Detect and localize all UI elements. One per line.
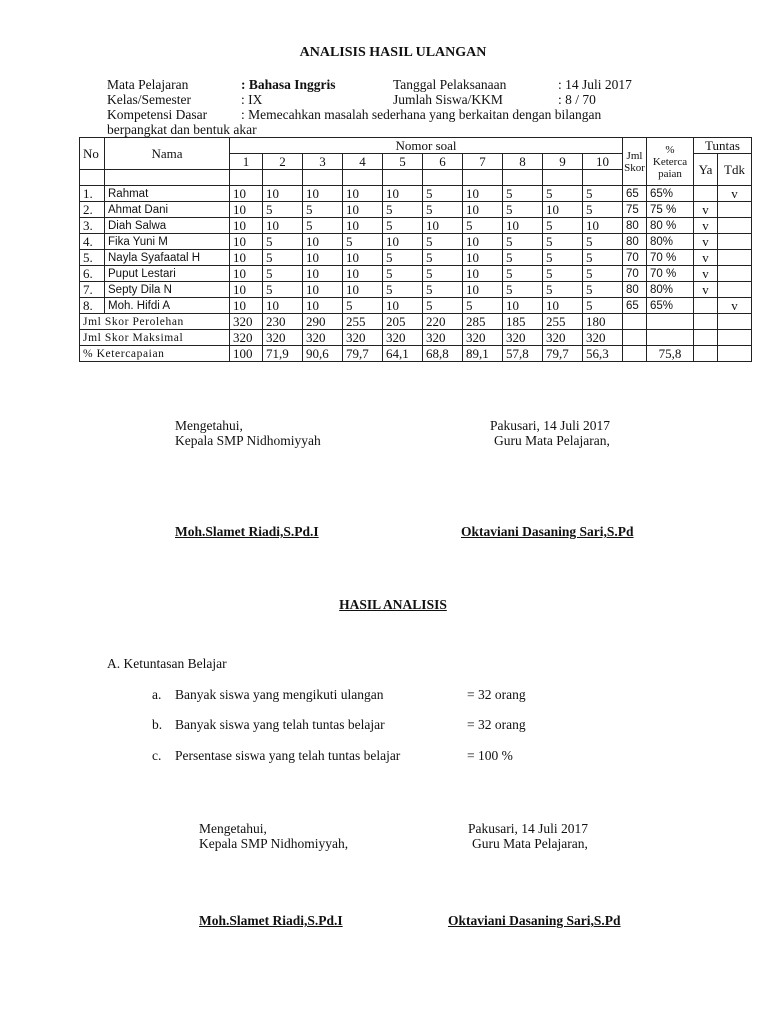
table-row [80, 202, 752, 218]
row-jml: 80 [623, 234, 647, 250]
row-score: 5 [383, 218, 423, 234]
summary-value: 320 [423, 330, 463, 346]
row-tdk: v [718, 298, 752, 314]
row-nama: Fika Yuni M [105, 234, 230, 250]
summary-value: 185 [503, 314, 543, 330]
row-no: 6. [80, 266, 105, 282]
kelas-value: : IX [241, 92, 263, 107]
row-score: 10 [303, 234, 343, 250]
row-nama: Rahmat [105, 186, 230, 202]
soal-number: 1 [230, 154, 263, 170]
jumlah-value: : 8 / 70 [558, 92, 596, 107]
row-score: 5 [423, 186, 463, 202]
row-ya: v [694, 250, 718, 266]
summary-value: 320 [263, 330, 303, 346]
row-no: 4. [80, 234, 105, 250]
row-pct: 80 % [647, 218, 694, 234]
row-score: 10 [583, 218, 623, 234]
row-score: 5 [383, 282, 423, 298]
row-pct: 65% [647, 298, 694, 314]
header-spacer-nama [105, 170, 230, 186]
row-score: 5 [503, 250, 543, 266]
kd-value-line1: : Memecahkan masalah sederhana yang berkaitan dengan bilangan [241, 107, 602, 122]
summary-value: 320 [543, 330, 583, 346]
row-score: 10 [230, 266, 263, 282]
row-no: 7. [80, 282, 105, 298]
row-jml: 80 [623, 282, 647, 298]
row-score: 10 [383, 186, 423, 202]
summary-value: 230 [263, 314, 303, 330]
summary-empty-pct [647, 314, 694, 330]
summary-value: 320 [583, 330, 623, 346]
row-no: 1. [80, 186, 105, 202]
row-nama: Septy Dila N [105, 282, 230, 298]
page-title: ANALISIS HASIL ULANGAN [299, 45, 487, 60]
summary-value: 79,7 [343, 346, 383, 362]
row-score: 10 [343, 202, 383, 218]
summary-row-maksimal [80, 330, 752, 346]
row-ya: v [694, 218, 718, 234]
row-score: 5 [263, 282, 303, 298]
summary-value: 220 [423, 314, 463, 330]
row-score: 5 [343, 298, 383, 314]
row-score: 5 [303, 202, 343, 218]
summary-value: 320 [463, 330, 503, 346]
row-score: 5 [583, 186, 623, 202]
soal-number: 5 [383, 154, 423, 170]
row-score: 5 [263, 234, 303, 250]
soal-number: 8 [503, 154, 543, 170]
soal-number: 7 [463, 154, 503, 170]
table-row [80, 218, 752, 234]
row-pct: 70 % [647, 266, 694, 282]
sig1-place-date: Pakusari, 14 Juli 2017 [490, 418, 610, 433]
tanggal-value: : 14 Juli 2017 [558, 77, 632, 92]
row-score: 5 [463, 218, 503, 234]
item-b-value: = 32 orang [467, 717, 526, 732]
row-ya: v [694, 202, 718, 218]
hasil-title: HASIL ANALISIS [339, 597, 447, 612]
summary-value: 68,8 [423, 346, 463, 362]
row-score: 10 [230, 202, 263, 218]
row-score: 10 [303, 250, 343, 266]
row-score: 10 [343, 250, 383, 266]
soal-number: 2 [263, 154, 303, 170]
summary-value: 285 [463, 314, 503, 330]
summary-value: 64,1 [383, 346, 423, 362]
row-score: 10 [383, 234, 423, 250]
row-score: 10 [463, 282, 503, 298]
header-tdk: Tdk [718, 154, 752, 186]
header-jml-line2: Skor [624, 161, 645, 174]
row-score: 10 [463, 234, 503, 250]
kd-label: Kompetensi Dasar [107, 107, 208, 122]
row-score: 10 [263, 186, 303, 202]
row-score: 5 [583, 282, 623, 298]
row-score: 5 [343, 234, 383, 250]
header-spacer-soal [230, 170, 263, 186]
row-ya: v [694, 266, 718, 282]
row-score: 10 [423, 218, 463, 234]
section-a-heading: A. Ketuntasan Belajar [107, 656, 227, 671]
row-jml: 80 [623, 218, 647, 234]
sig2-place-date: Pakusari, 14 Juli 2017 [468, 821, 588, 836]
summary-value: 255 [543, 314, 583, 330]
row-pct: 75 % [647, 202, 694, 218]
row-score: 10 [230, 298, 263, 314]
row-score: 10 [230, 282, 263, 298]
summary-row-ketercapaian [80, 346, 752, 362]
row-pct: 65% [647, 186, 694, 202]
row-score: 5 [383, 250, 423, 266]
summary-value: 320 [343, 330, 383, 346]
sig2-guru-name: Oktaviani Dasaning Sari,S.Pd [448, 913, 621, 928]
row-nama: Nayla Syafaatal H [105, 250, 230, 266]
row-score: 5 [383, 202, 423, 218]
row-no: 8. [80, 298, 105, 314]
row-score: 5 [543, 266, 583, 282]
tanggal-label: Tanggal Pelaksanaan [393, 77, 507, 92]
header-no: No [80, 138, 105, 170]
sig2-mengetahui: Mengetahui, [199, 821, 267, 836]
header-ya: Ya [694, 154, 718, 186]
row-score: 10 [463, 266, 503, 282]
table-row [80, 186, 752, 202]
summary-value: 180 [583, 314, 623, 330]
summary-total: 75,8 [647, 346, 694, 362]
header-nomor-soal: Nomor soal [230, 138, 623, 154]
row-tdk [718, 234, 752, 250]
row-no: 2. [80, 202, 105, 218]
soal-number: 10 [583, 154, 623, 170]
summary-value: 255 [343, 314, 383, 330]
row-score: 5 [583, 266, 623, 282]
row-score: 5 [503, 186, 543, 202]
row-jml: 70 [623, 250, 647, 266]
row-score: 10 [230, 250, 263, 266]
row-score: 10 [230, 234, 263, 250]
summary-value: 57,8 [503, 346, 543, 362]
jumlah-label: Jumlah Siswa/KKM [393, 92, 503, 107]
sig1-guru-name: Oktaviani Dasaning Sari,S.Pd [461, 524, 634, 539]
row-ya [694, 298, 718, 314]
row-jml: 65 [623, 186, 647, 202]
summary-value: 205 [383, 314, 423, 330]
row-score: 5 [583, 250, 623, 266]
summary-value: 90,6 [303, 346, 343, 362]
soal-number: 6 [423, 154, 463, 170]
row-ya: v [694, 234, 718, 250]
summary-value: 89,1 [463, 346, 503, 362]
row-nama: Ahmat Dani [105, 202, 230, 218]
row-score: 5 [423, 266, 463, 282]
summary-value: 100 [230, 346, 263, 362]
header-jml-skor [623, 138, 647, 186]
row-pct: 80% [647, 282, 694, 298]
header-pct-line3: paian [658, 167, 682, 180]
row-no: 5. [80, 250, 105, 266]
mapel-value [241, 77, 336, 93]
header-spacer-soal [343, 170, 383, 186]
row-tdk [718, 218, 752, 234]
kd-value-line2: berpangkat dan bentuk akar [107, 122, 257, 137]
analysis-table [79, 137, 752, 362]
row-score: 10 [343, 266, 383, 282]
row-ya [694, 186, 718, 202]
header-spacer-soal [423, 170, 463, 186]
item-b-letter: b. [152, 717, 163, 732]
summary-value: 56,3 [583, 346, 623, 362]
table-row [80, 298, 752, 314]
summary-row-perolehan [80, 314, 752, 330]
row-score: 10 [230, 218, 263, 234]
row-score: 10 [543, 202, 583, 218]
table-row [80, 234, 752, 250]
row-no: 3. [80, 218, 105, 234]
summary-value: 320 [230, 330, 263, 346]
row-jml: 65 [623, 298, 647, 314]
summary-empty-jml [623, 330, 647, 346]
row-jml: 70 [623, 266, 647, 282]
item-a-text: Banyak siswa yang mengikuti ulangan [175, 687, 384, 702]
row-score: 5 [423, 250, 463, 266]
ketercapaian-label: % Ketercapaian [80, 346, 230, 362]
summary-value: 71,9 [263, 346, 303, 362]
row-score: 5 [543, 250, 583, 266]
row-score: 10 [263, 298, 303, 314]
sig1-guru: Guru Mata Pelajaran, [494, 433, 610, 448]
soal-number: 9 [543, 154, 583, 170]
item-b-text: Banyak siswa yang telah tuntas belajar [175, 717, 385, 732]
sig1-mengetahui: Mengetahui, [175, 418, 243, 433]
row-score: 5 [463, 298, 503, 314]
summary-empty-jml [623, 346, 647, 362]
row-score: 5 [503, 234, 543, 250]
row-score: 5 [503, 202, 543, 218]
row-jml: 75 [623, 202, 647, 218]
header-spacer-no [80, 170, 105, 186]
row-score: 10 [303, 186, 343, 202]
row-score: 10 [303, 298, 343, 314]
summary-value: 320 [503, 330, 543, 346]
kelas-label: Kelas/Semester [107, 92, 191, 107]
row-score: 5 [423, 298, 463, 314]
summary-value: 290 [303, 314, 343, 330]
student-rows [80, 186, 752, 314]
row-score: 5 [543, 234, 583, 250]
header-spacer-soal [583, 170, 623, 186]
item-c-value: = 100 % [467, 748, 513, 763]
row-tdk [718, 202, 752, 218]
summary-empty-tdk [718, 330, 752, 346]
row-tdk [718, 282, 752, 298]
header-nama: Nama [105, 138, 230, 170]
soal-number: 3 [303, 154, 343, 170]
row-pct: 70 % [647, 250, 694, 266]
row-score: 10 [463, 202, 503, 218]
header-spacer-soal [543, 170, 583, 186]
row-score: 5 [423, 282, 463, 298]
row-score: 5 [503, 282, 543, 298]
row-score: 10 [503, 218, 543, 234]
row-score: 5 [543, 282, 583, 298]
summary-empty-pct [647, 330, 694, 346]
perolehan-label: Jml Skor Perolehan [80, 314, 230, 330]
header-pct-ketercapaian [647, 138, 694, 186]
row-score: 10 [343, 282, 383, 298]
summary-empty-tdk [718, 346, 752, 362]
item-c-letter: c. [152, 748, 162, 763]
header-spacer-soal [503, 170, 543, 186]
mapel-value-text: : Bahasa Inggris [241, 77, 336, 92]
row-score: 5 [583, 298, 623, 314]
row-score: 10 [303, 282, 343, 298]
row-score: 5 [583, 234, 623, 250]
summary-empty-jml [623, 314, 647, 330]
row-nama: Diah Salwa [105, 218, 230, 234]
header-spacer-soal [463, 170, 503, 186]
summary-value: 320 [303, 330, 343, 346]
row-score: 5 [383, 266, 423, 282]
sig1-kepala: Kepala SMP Nidhomiyyah [175, 433, 321, 448]
header-tuntas: Tuntas [694, 138, 752, 154]
summary-value: 320 [383, 330, 423, 346]
header-pct-line2: Keterca [652, 155, 688, 168]
row-score: 5 [543, 186, 583, 202]
item-a-value: = 32 orang [467, 687, 526, 702]
row-score: 5 [263, 250, 303, 266]
row-score: 5 [543, 218, 583, 234]
table-row [80, 250, 752, 266]
maksimal-label: Jml Skor Maksimal [80, 330, 230, 346]
item-c-text: Persentase siswa yang telah tuntas belajar [175, 748, 401, 763]
soal-number: 4 [343, 154, 383, 170]
summary-empty-tdk [718, 314, 752, 330]
row-score: 10 [463, 186, 503, 202]
row-score: 10 [263, 218, 303, 234]
row-score: 10 [230, 186, 263, 202]
row-tdk [718, 266, 752, 282]
header-jml-line1: Jml [626, 149, 643, 162]
sig2-guru: Guru Mata Pelajaran, [472, 836, 588, 851]
item-a-letter: a. [152, 687, 162, 702]
row-tdk: v [718, 186, 752, 202]
summary-value: 320 [230, 314, 263, 330]
row-ya: v [694, 282, 718, 298]
row-score: 5 [303, 218, 343, 234]
header-spacer-soal [263, 170, 303, 186]
row-score: 5 [263, 202, 303, 218]
row-score: 5 [423, 234, 463, 250]
table-row [80, 266, 752, 282]
row-score: 10 [343, 218, 383, 234]
sig1-kepala-name: Moh.Slamet Riadi,S.Pd.I [175, 524, 319, 539]
row-score: 10 [543, 298, 583, 314]
row-score: 5 [263, 266, 303, 282]
row-score: 10 [503, 298, 543, 314]
summary-empty-ya [694, 330, 718, 346]
header-spacer-soal [303, 170, 343, 186]
summary-empty-ya [694, 346, 718, 362]
summary-empty-ya [694, 314, 718, 330]
row-score: 10 [383, 298, 423, 314]
row-pct: 80% [647, 234, 694, 250]
row-score: 10 [463, 250, 503, 266]
header-pct-line1: % [665, 143, 675, 156]
header-spacer-soal [383, 170, 423, 186]
mapel-label: Mata Pelajaran [107, 77, 189, 92]
summary-value: 79,7 [543, 346, 583, 362]
row-score: 10 [303, 266, 343, 282]
row-tdk [718, 250, 752, 266]
row-score: 5 [503, 266, 543, 282]
table-row [80, 282, 752, 298]
row-nama: Moh. Hifdi A [105, 298, 230, 314]
row-score: 10 [343, 186, 383, 202]
row-nama: Puput Lestari [105, 266, 230, 282]
row-score: 5 [583, 202, 623, 218]
sig2-kepala-name: Moh.Slamet Riadi,S.Pd.I [199, 913, 343, 928]
row-score: 5 [423, 202, 463, 218]
sig2-kepala: Kepala SMP Nidhomiyyah, [199, 836, 349, 851]
